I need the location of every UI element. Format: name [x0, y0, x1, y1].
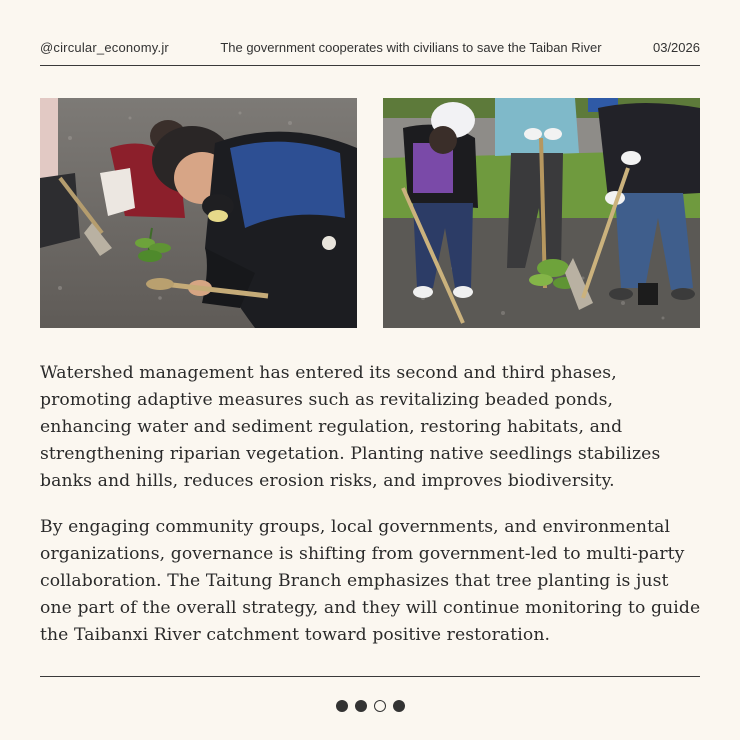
article-body	[40, 360, 704, 668]
header-divider	[40, 65, 700, 66]
page-dot-1[interactable]	[336, 700, 348, 712]
page-header	[40, 36, 700, 58]
paragraph-2: By engaging community groups, local governments, and environmental organizations, governance is shifting from government-led to multi-party collaboration. The Taitung Branch emphasizes that tree planting is just one part of the overall strategy, and they will continue monitoring to guide the Taibanxi River catchment toward positive restoration.	[40, 517, 701, 645]
tree-planting-photo-right	[383, 98, 700, 328]
pagination-dots	[0, 700, 740, 712]
tree-planting-photo-left	[40, 98, 357, 328]
issue-date: 03/2026	[652, 39, 700, 55]
page-dot-3-current[interactable]	[374, 700, 386, 712]
account-handle[interactable]: @circular_economy.jr	[40, 39, 169, 55]
page-dot-4[interactable]	[393, 700, 405, 712]
footer-divider	[40, 676, 700, 677]
page-dot-2[interactable]	[355, 700, 367, 712]
headline: The government cooperates with civilians to save the Taiban River	[220, 39, 602, 55]
paragraph-1: Watershed management has entered its second and third phases, promoting adaptive measures such as revitalizing beaded ponds, enhancing water and sediment regulation, restoring habitats, and strengthening riparian vegetation. Planting native seedlings stabilizes banks and hills, reduces erosion risks, and improves biodiversity.	[40, 363, 661, 491]
